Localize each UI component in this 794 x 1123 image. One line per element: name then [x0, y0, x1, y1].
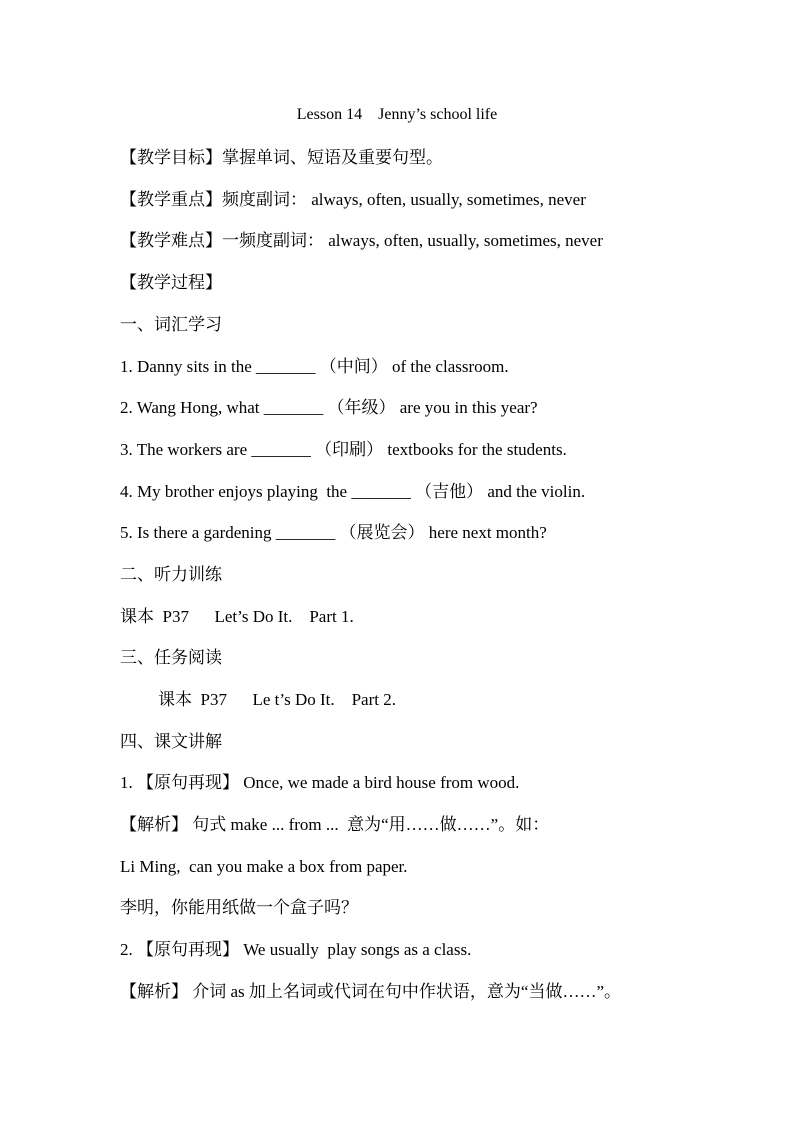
vocab-item-5: 5. Is there a gardening _______ （展览会） here next month?	[120, 523, 547, 542]
listening-text: 课本 P37 Let’s Do It. Part 1.	[120, 607, 354, 626]
reading-text: 课本 P37 Le t’s Do It. Part 2.	[158, 690, 396, 709]
explanation-1-example-zh: 李明，你能用纸做一个盒子吗？	[120, 898, 358, 917]
explanation-1-analysis: 【解析】 句式 make ... from ... 意为“用……做……”。如：	[120, 815, 550, 834]
section-reading-heading: 三、任务阅读	[120, 648, 222, 667]
explanation-2-analysis: 【解析】 介词 as 加上名词或代词在句中作状语，意为“当做……”。	[120, 982, 622, 1001]
section-vocabulary-heading: 一、词汇学习	[120, 315, 222, 334]
explanation-2-original: 2. 【原句再现】 We usually play songs as a class.	[120, 940, 472, 959]
vocab-item-1: 1. Danny sits in the _______ （中间） of the classroom.	[120, 357, 509, 376]
explanation-1-example-en: Li Ming, can you make a box from paper.	[120, 857, 408, 876]
teaching-difficulties: 【教学难点】一频度副词： always, often, usually, sometimes, never	[120, 231, 603, 250]
teaching-process-heading: 【教学过程】	[120, 273, 222, 292]
teaching-objectives: 【教学目标】掌握单词、短语及重要句型。	[120, 148, 443, 167]
vocab-item-3: 3. The workers are _______ （印刷） textbooks for the students.	[120, 440, 567, 459]
teaching-key-points: 【教学重点】频度副词： always, often, usually, sometimes, never	[120, 190, 586, 209]
section-listening-heading: 二、听力训练	[120, 565, 222, 584]
lesson-title: Lesson 14 Jenny’s school life	[296, 106, 498, 123]
section-explanation-heading: 四、课文讲解	[120, 732, 222, 751]
vocab-item-2: 2. Wang Hong, what _______ （年级） are you in this year?	[120, 398, 538, 417]
explanation-1-original: 1. 【原句再现】 Once, we made a bird house from wood.	[120, 773, 520, 792]
vocab-item-4: 4. My brother enjoys playing the _______ （吉他） and the violin.	[120, 482, 586, 501]
